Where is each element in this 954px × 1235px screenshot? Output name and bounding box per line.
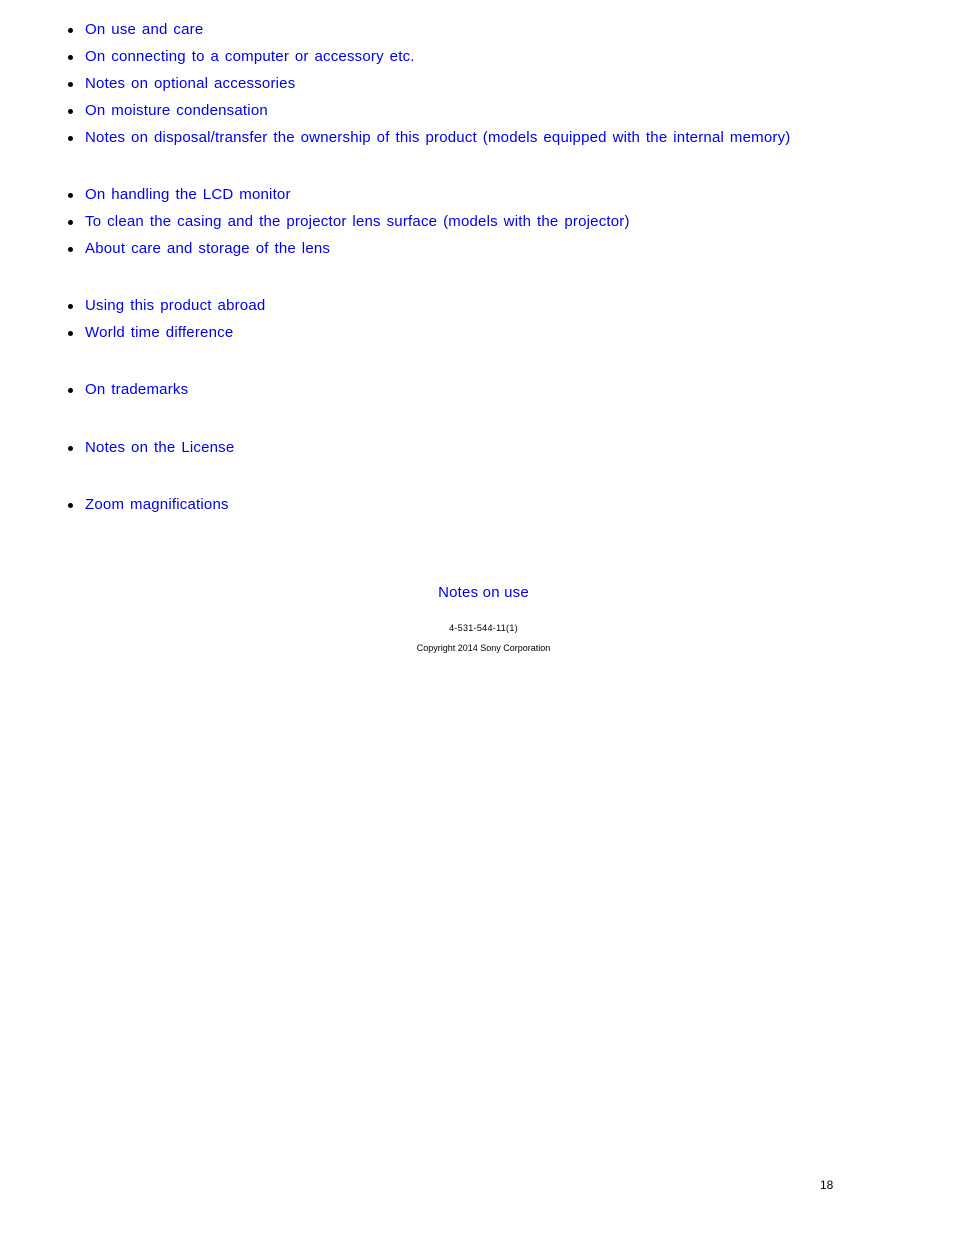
list-item: [0, 74, 954, 101]
link-license[interactable]: Notes on the License: [85, 439, 235, 456]
bullet-icon: [68, 247, 73, 252]
bullet-icon: [68, 82, 73, 87]
list-item: [0, 212, 954, 239]
link-trademarks[interactable]: On trademarks: [85, 381, 189, 398]
bullet-icon: [68, 304, 73, 309]
link-list-abroad: [0, 296, 954, 350]
bullet-icon: [68, 220, 73, 225]
link-world-time[interactable]: World time difference: [85, 324, 234, 341]
link-optional-accessories[interactable]: Notes on optional accessories: [85, 75, 296, 92]
bullet-icon: [68, 55, 73, 60]
bullet-icon: [68, 503, 73, 508]
bullet-icon: [68, 388, 73, 393]
link-using-abroad[interactable]: Using this product abroad: [85, 297, 266, 314]
list-item: [0, 296, 954, 323]
link-list-trademarks: [0, 380, 954, 407]
list-item: [0, 495, 954, 522]
footer-back-link-container: [0, 583, 954, 603]
list-item: [0, 185, 954, 212]
notes-on-use-link[interactable]: Notes on use: [438, 584, 529, 601]
list-item: [0, 47, 954, 74]
bullet-icon: [68, 331, 73, 336]
link-use-and-care[interactable]: On use and care: [85, 21, 204, 38]
bullet-icon: [68, 109, 73, 114]
link-disposal-transfer[interactable]: Notes on disposal/transfer the ownership of this product (models equipped with the internal memory): [85, 129, 791, 146]
copyright-notice: Copyright 2014 Sony Corporation: [416, 643, 551, 653]
link-list-care: [0, 20, 954, 155]
list-item: [0, 20, 954, 47]
link-zoom-magnifications[interactable]: Zoom magnifications: [85, 496, 229, 513]
bullet-icon: [68, 136, 73, 141]
bullet-icon: [68, 193, 73, 198]
link-list-license: [0, 438, 954, 465]
link-lcd-monitor[interactable]: On handling the LCD monitor: [85, 186, 291, 203]
list-item: [0, 101, 954, 128]
link-lens-care[interactable]: About care and storage of the lens: [85, 240, 331, 257]
list-item: [0, 380, 954, 407]
document-number: 4-531-544-11(1): [449, 623, 518, 633]
link-connecting-computer[interactable]: On connecting to a computer or accessory etc.: [85, 48, 415, 65]
list-item: [0, 438, 954, 465]
list-item: [0, 239, 954, 266]
list-item: [0, 323, 954, 350]
link-clean-casing[interactable]: To clean the casing and the projector lens surface (models with the projector): [85, 213, 630, 230]
bullet-icon: [68, 28, 73, 33]
page-number: 18: [820, 1178, 834, 1192]
bullet-icon: [68, 446, 73, 451]
link-moisture-condensation[interactable]: On moisture condensation: [85, 102, 268, 119]
list-item: [0, 128, 954, 155]
link-list-lcd-lens: [0, 185, 954, 266]
link-list-zoom: [0, 495, 954, 522]
